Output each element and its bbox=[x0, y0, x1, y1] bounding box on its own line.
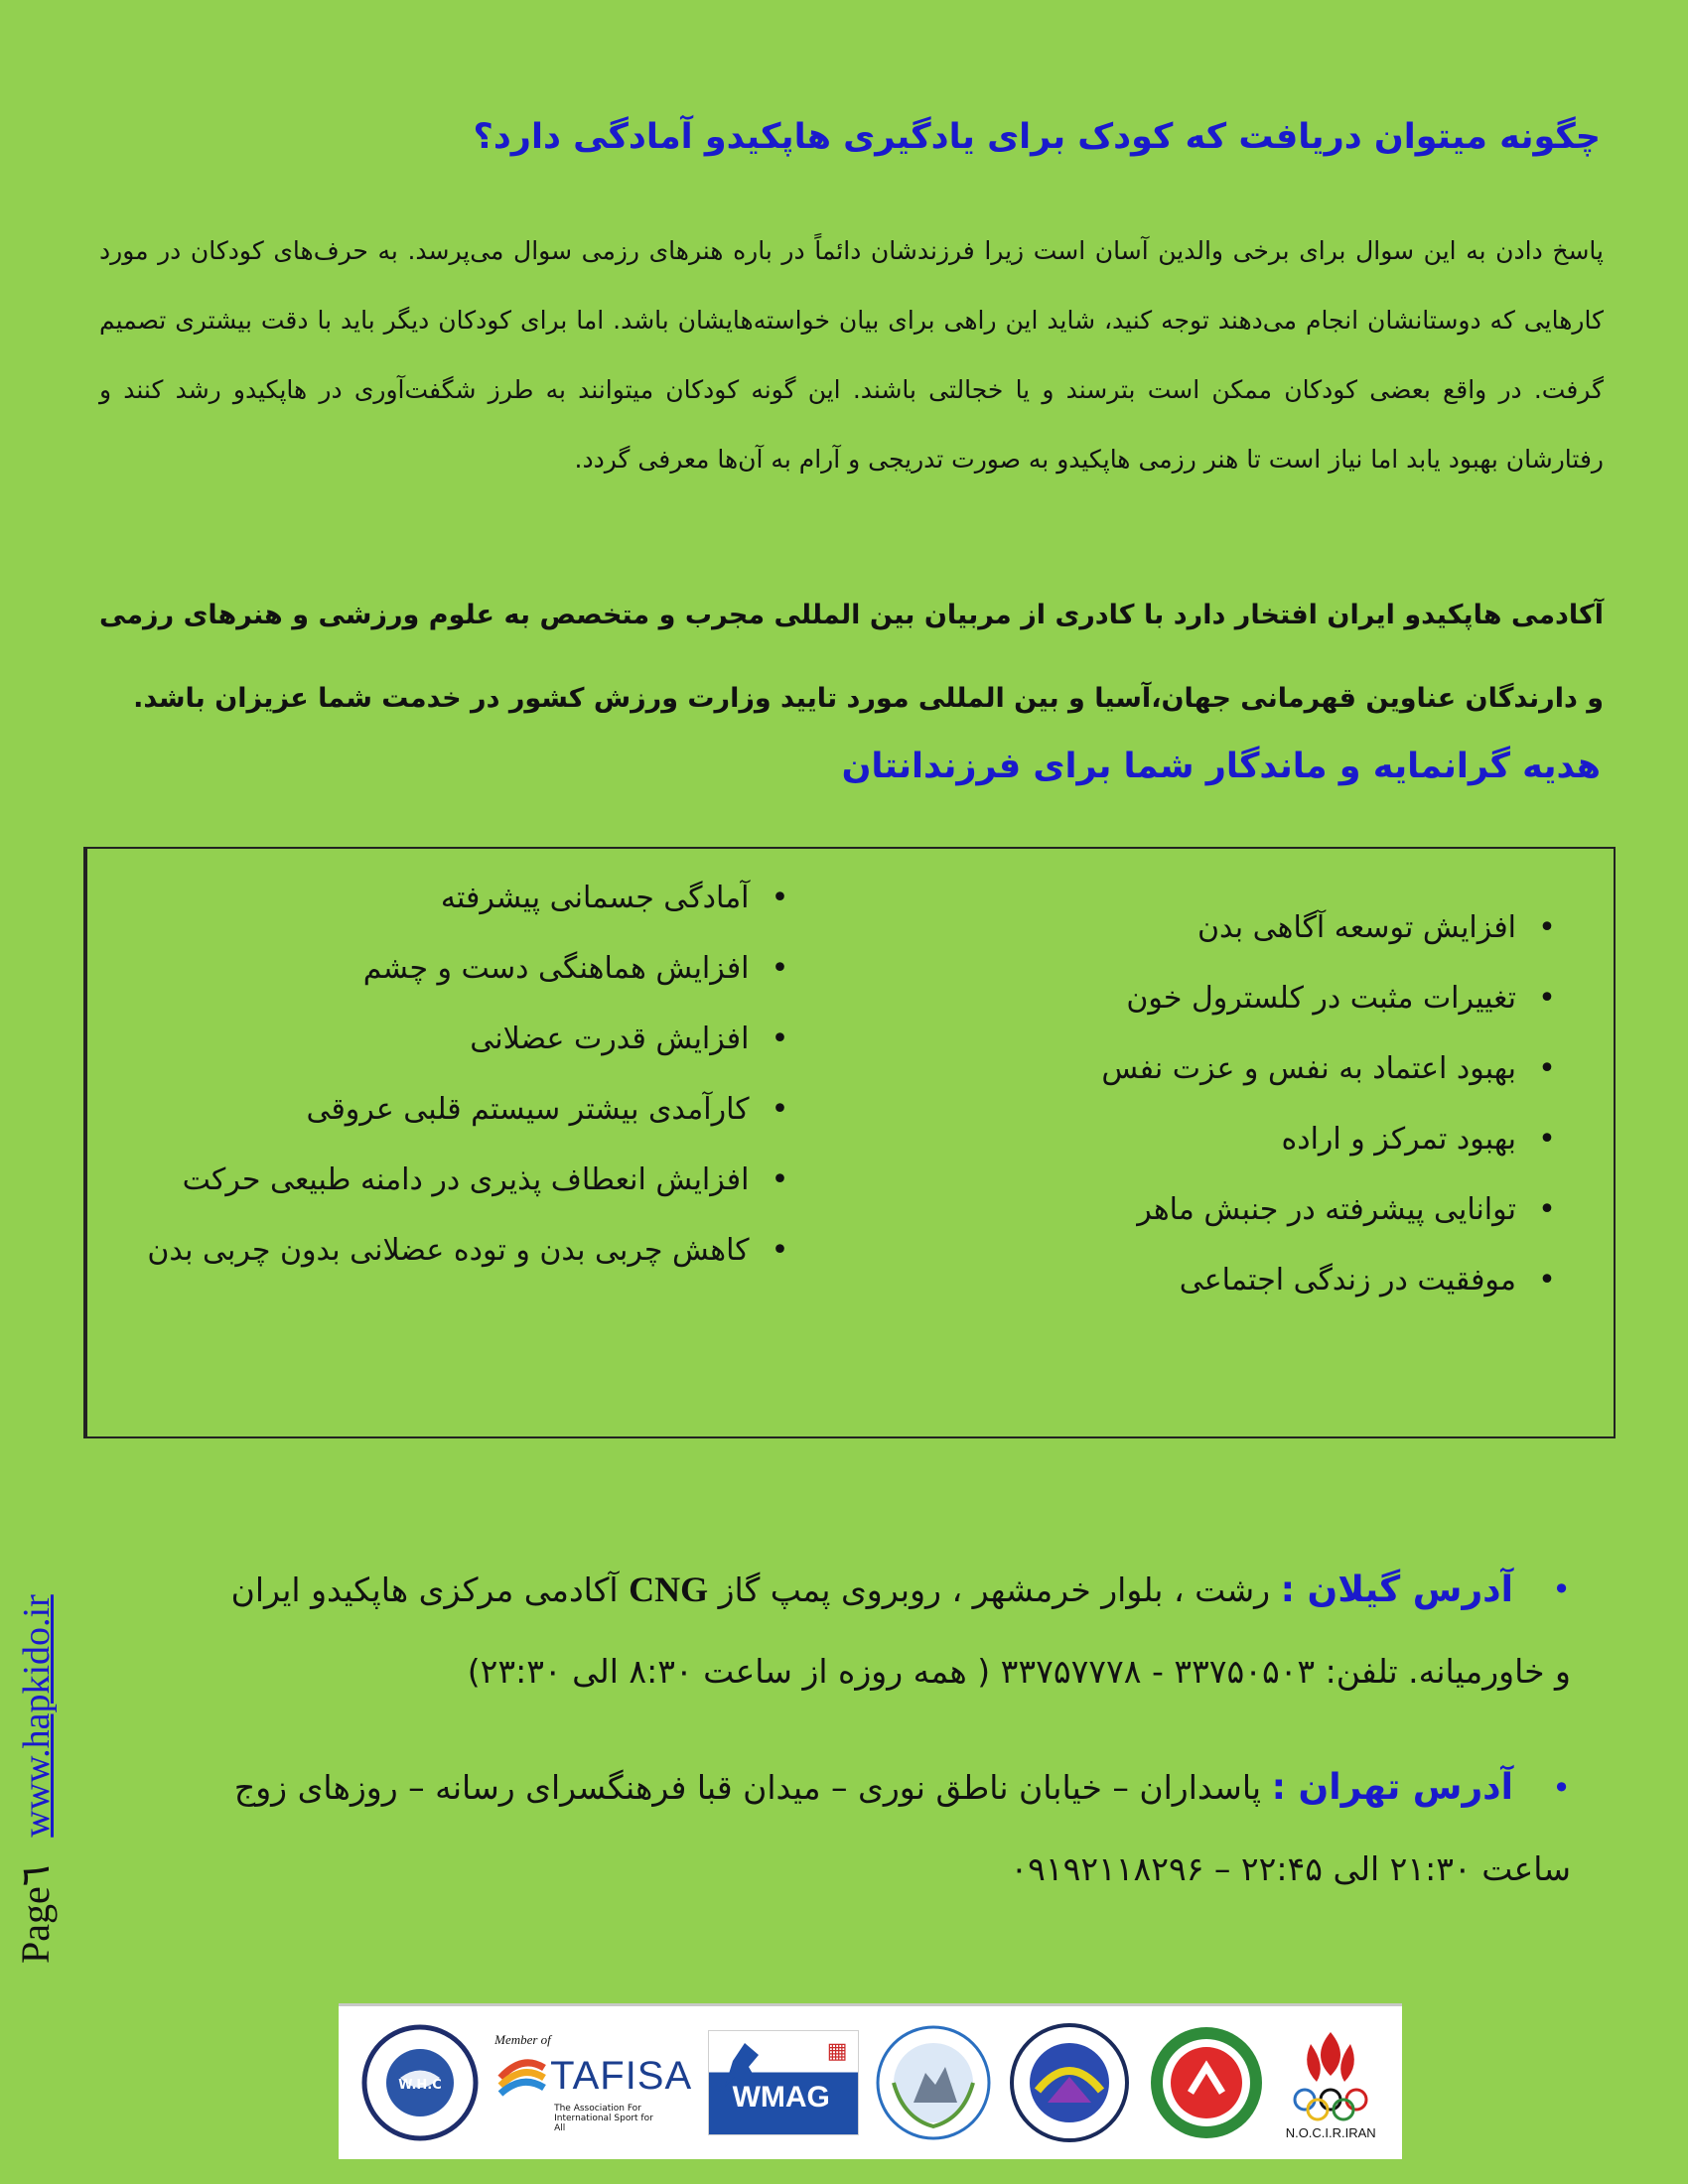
maf-emblem bbox=[1147, 2023, 1266, 2142]
bullet-icon: • bbox=[771, 951, 789, 986]
benefit-text: افزایش هماهنگی دست و چشم bbox=[362, 951, 750, 986]
benefit-text: بهبود اعتماد به نفس و عزت نفس bbox=[1101, 1051, 1516, 1086]
page-number: ٦ bbox=[13, 1864, 58, 1887]
noc-text: N.O.C.I.R.IRAN bbox=[1285, 2124, 1376, 2140]
iha-emblem bbox=[1008, 2021, 1131, 2144]
address-gilan-label: آدرس گیلان : bbox=[1280, 1570, 1513, 1610]
benefit-item bbox=[885, 1174, 1565, 1245]
tafisa-logo bbox=[494, 2032, 692, 2133]
benefit-item bbox=[885, 1104, 1565, 1174]
benefits-column-left bbox=[855, 849, 1615, 1436]
tafisa-swoosh-icon bbox=[494, 2048, 550, 2104]
benefit-item bbox=[885, 1033, 1565, 1104]
benefit-item bbox=[117, 1004, 797, 1074]
whc-emblem bbox=[360, 2023, 480, 2142]
address-tehran-label: آدرس تهران : bbox=[1271, 1767, 1513, 1808]
benefit-text: کاهش چربی بدن و توده عضلانی بدون چربی بدن bbox=[147, 1233, 750, 1268]
address-gilan-street: رشت ، بلوار خرمشهر ، روبروی پمپ گاز bbox=[718, 1570, 1271, 1609]
bullet-icon: • bbox=[771, 1162, 789, 1197]
bullet-icon: • bbox=[1538, 910, 1556, 945]
bullet-icon: • bbox=[1538, 1263, 1556, 1297]
tafisa-member-text: Member of bbox=[494, 2032, 551, 2047]
bullet-icon: • bbox=[771, 881, 789, 915]
benefit-text: بهبود تمرکز و اراده bbox=[1281, 1122, 1516, 1157]
page-footer-vertical bbox=[12, 1594, 59, 1964]
noc-emblem bbox=[1281, 2026, 1380, 2125]
benefit-text: افزایش قدرت عضلانی bbox=[470, 1022, 750, 1056]
benefit-item bbox=[117, 933, 797, 1004]
page-label: Page bbox=[13, 1886, 58, 1964]
bullet-icon: • bbox=[1552, 1570, 1571, 1608]
sponsor-logos-bar bbox=[339, 2003, 1402, 2159]
address-gilan bbox=[161, 1549, 1571, 1712]
benefit-text: کارآمدی بیشتر سیستم قلبی عروقی bbox=[306, 1092, 750, 1127]
iran-hapkido-association-logo bbox=[1008, 2021, 1131, 2144]
wmag-chinese-mark: ▦ bbox=[826, 2039, 848, 2064]
wmag-logo bbox=[708, 2030, 859, 2135]
benefit-text: آمادگی جسمانی پیشرفته bbox=[440, 881, 750, 915]
address-gilan-line2: و خاورمیانه. تلفن: ۳۳۷۵۰۵۰۳ - ۳۳۷۵۷۷۷۸ ( همه روزه از ساعت ۸:۳۰ الی ۲۳:۳۰) bbox=[467, 1652, 1571, 1691]
martial-arts-federation-logo bbox=[1147, 2023, 1266, 2142]
gift-heading: هدیه گرانمایه و ماندگار شما برای فرزندانتان bbox=[841, 747, 1601, 786]
website-link[interactable]: www.hapkido.ir bbox=[16, 1594, 58, 1838]
bullet-icon: • bbox=[771, 1233, 789, 1268]
benefits-column-right bbox=[85, 849, 855, 1436]
benefits-table bbox=[83, 847, 1616, 1438]
whc-text: W.H.C bbox=[397, 2078, 442, 2093]
benefit-item bbox=[885, 963, 1565, 1033]
address-tehran-line1: پاسداران – خیابان ناطق نوری – میدان قبا فرهنگسرای رسانه – روزهای زوج bbox=[233, 1768, 1262, 1807]
academy-paragraph: آکادمی هاپکیدو ایران افتخار دارد با کادری از مربیان بین المللی مجرب و متخصص به علوم ورزشی و هنرهای رزمی و دارندگان عناوین قهرمانی جهان،آسیا و بین المللی مورد تایید وزارت ورزش کشور در خدمت شما عزیزان باشد. bbox=[99, 600, 1604, 714]
noc-iran-logo bbox=[1281, 2026, 1380, 2140]
bullet-icon: • bbox=[1538, 1122, 1556, 1157]
bullet-icon: • bbox=[771, 1092, 789, 1127]
address-tehran-line2: ساعت ۲۱:۳۰ الی ۲۲:۴۵ – ۰۹۱۹۲۱۱۸۲۹۶ bbox=[1010, 1849, 1571, 1888]
address-gilan-academy: آکادمی مرکزی هاپکیدو ایران bbox=[230, 1570, 619, 1609]
benefit-text: تغییرات مثبت در کلسترول خون bbox=[1126, 981, 1516, 1016]
bullet-icon: • bbox=[771, 1022, 789, 1056]
tafisa-subtitle: The Association For International Sport for All bbox=[554, 2104, 653, 2133]
bullet-icon: • bbox=[1552, 1769, 1571, 1807]
wmag-wordmark: WMAG bbox=[732, 2081, 830, 2114]
benefit-item bbox=[117, 863, 797, 933]
ahf-emblem bbox=[874, 2023, 993, 2142]
benefit-item bbox=[117, 1074, 797, 1145]
asian-hapkido-federation-logo bbox=[874, 2023, 993, 2142]
benefit-text: توانایی پیشرفته در جنبش ماهر bbox=[1137, 1192, 1516, 1227]
bullet-icon: • bbox=[1538, 981, 1556, 1016]
page-title: چگونه میتوان دریافت که کودک برای یادگیری هاپکیدو آمادگی دارد؟ bbox=[473, 117, 1601, 157]
benefit-item bbox=[117, 1145, 797, 1215]
bullet-icon: • bbox=[1538, 1192, 1556, 1227]
intro-paragraph: پاسخ دادن به این سوال برای برخی والدین آسان است زیرا فرزندشان دائماً در باره هنرهای رزمی سوال می‌پرسد. به حرف‌های کودکان در مورد کارهایی که دوستانشان انجام می‌دهند توجه کنید، شاید این راهی برای بیان خواسته‌هایشان باشد. اما برای کودکان دیگر باید با دقت بیشتری تصمیم گرفت. در واقع بعضی کودکان ممکن است بترسند و یا خجالتی باشند. این گونه کودکان میتوانند به طرز شگفت‌آوری در هاپکیدو رشد کنند و رفتارشان بهبود یابد اما نیاز است تا هنر رزمی هاپکیدو به صورت تدریجی و آرام به آن‌ها معرفی گردد. bbox=[99, 236, 1604, 474]
address-tehran bbox=[161, 1747, 1571, 1910]
tafisa-wordmark: TAFISA bbox=[550, 2053, 693, 2098]
benefit-item bbox=[885, 1245, 1565, 1315]
benefit-item bbox=[117, 1215, 797, 1286]
address-gilan-cng: CNG bbox=[629, 1570, 709, 1609]
benefit-text: افزایش انعطاف پذیری در دامنه طبیعی حرکت bbox=[182, 1162, 750, 1197]
benefit-text: موفقیت در زندگی اجتماعی bbox=[1179, 1263, 1516, 1297]
benefit-item bbox=[885, 892, 1565, 963]
benefit-text: افزایش توسعه آگاهی بدن bbox=[1196, 910, 1516, 945]
bullet-icon: • bbox=[1538, 1051, 1556, 1086]
world-hapkido-logo bbox=[360, 2023, 480, 2142]
